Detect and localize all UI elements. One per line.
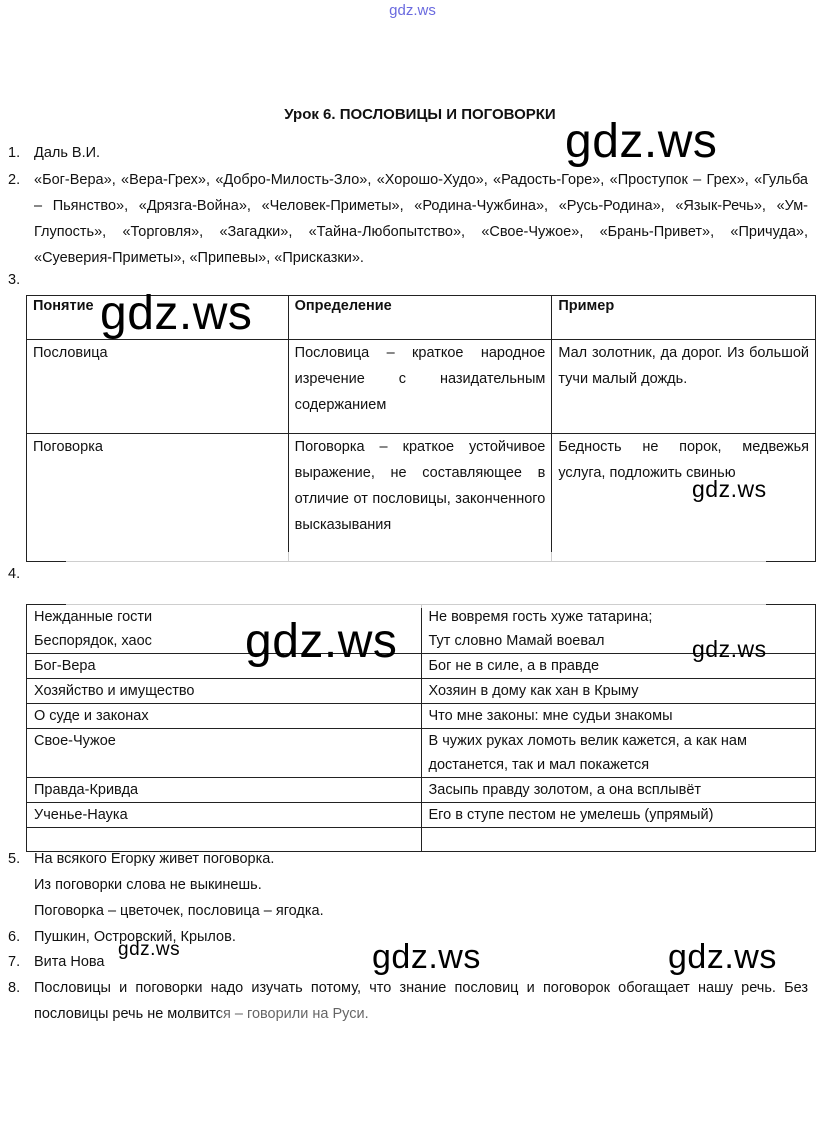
watermark-logo: gdz.ws (100, 287, 253, 340)
item-5-line: Из поговорки слова не выкинешь. (34, 877, 262, 893)
item-number: 7. (8, 954, 21, 970)
page-title: Урок 6. ПОСЛОВИЦЫ И ПОГОВОРКИ (284, 106, 556, 123)
table-cell: О суде и законах (27, 704, 422, 729)
table-cell: Мал золотник, да дорог. Из большой тучи малый дождь. (558, 345, 809, 387)
item-number: 2. (8, 172, 21, 188)
watermark-logo: gdz.ws (245, 615, 398, 668)
table-cell: Бог-Вера (27, 654, 422, 679)
table-cell: Хозяйство и имущество (27, 679, 422, 704)
watermark-logo: gdz.ws (372, 938, 481, 976)
table-row (27, 704, 816, 729)
column-header: Пример (552, 296, 816, 340)
table-row (27, 729, 816, 778)
item-number: 4. (8, 566, 21, 582)
table-cell (27, 828, 422, 852)
watermark-logo: gdz.ws (118, 939, 181, 960)
watermark-logo: gdz.ws (668, 938, 777, 976)
table-cell: Что мне законы: мне судьи знакомы (421, 704, 816, 729)
item-number: 6. (8, 929, 21, 945)
table-cell: Не вовремя гость хуже татарина; Тут словно Мамай воевал (421, 605, 816, 654)
item-5-line: На всякого Егорку живет поговорка. (34, 851, 275, 867)
table-cell: Бог не в силе, а в правде (421, 654, 816, 679)
table-row (27, 803, 816, 828)
watermark-logo: gdz.ws (692, 636, 767, 662)
table-cell: В чужих руках ломоть велик кажется, а как нам достанется, так и мал покажется (421, 729, 816, 778)
table-cell: Пословица (33, 345, 108, 361)
item-number: 8. (8, 980, 21, 996)
table-row (27, 679, 816, 704)
item-2-text: «Бог-Вера», «Вера-Грех», «Добро-Милость-Зло», «Хорошо-Худо», «Радость-Горе», «Проступок – Грех», «Гульба – Пьянство», «Дрязга-Война», «Человек-Приметы», «Родина-Чужбина», «Русь-Родина», «Язык-Речь», «Ум-Глупость», «Торговля», «Загадки», «Тайна-Любопытство», «Свое-Чужое», «Брань-Привет», «Причуда», «Суеверия-Приметы», «Припевы», «Присказки». (34, 172, 808, 266)
watermark-logo: gdz.ws (565, 115, 718, 168)
faded-scan-area (66, 552, 766, 608)
item-1-text: Даль В.И. (34, 145, 101, 161)
item-8-text: Пословицы и поговорки надо изучать потому, что знание пословиц и поговорок обогащает нашу речь. Без пословицы речь не молвится – говорили на Руси. (34, 980, 808, 1022)
item-number: 3. (8, 272, 21, 288)
column-header: Понятие (27, 296, 289, 340)
item-number: 1. (8, 145, 21, 161)
table-cell: Хозяин в дому как хан в Крыму (421, 679, 816, 704)
table-cell: Ученье-Наука (27, 803, 422, 828)
item-number: 5. (8, 851, 21, 867)
item-7-text: Вита Нова (34, 954, 105, 970)
top-watermark: gdz.ws (389, 2, 436, 19)
table-cell: Его в ступе пестом не умелешь (упрямый) (421, 803, 816, 828)
table-row (27, 778, 816, 803)
table-cell: Пословица – краткое народное изречение с назидательным содержанием (294, 345, 546, 413)
table-cell: Бедность не порок, медвежья услуга, подложить свинью (558, 439, 809, 481)
table-cell: Засыпь правду золотом, а она всплывёт (421, 778, 816, 803)
faded-scan-area (220, 1000, 800, 1030)
item-6-text: Пушкин, Островский, Крылов. (34, 929, 236, 945)
column-header: Определение (288, 296, 552, 340)
table-cell: Свое-Чужое (27, 729, 422, 778)
item-5-line: Поговорка – цветочек, пословица – ягодка. (34, 903, 324, 919)
watermark-logo: gdz.ws (692, 476, 767, 502)
table-cell: Нежданные гости Беспорядок, хаос (27, 605, 422, 654)
table-cell: Поговорка – краткое устойчивое выражение, не составляющее в отличие от пословицы, законченного высказывания (294, 439, 546, 533)
table-cell: Поговорка (33, 439, 103, 455)
table-cell: Правда-Кривда (27, 778, 422, 803)
table-row (27, 828, 816, 852)
table-row (27, 340, 816, 434)
table-cell (421, 828, 816, 852)
